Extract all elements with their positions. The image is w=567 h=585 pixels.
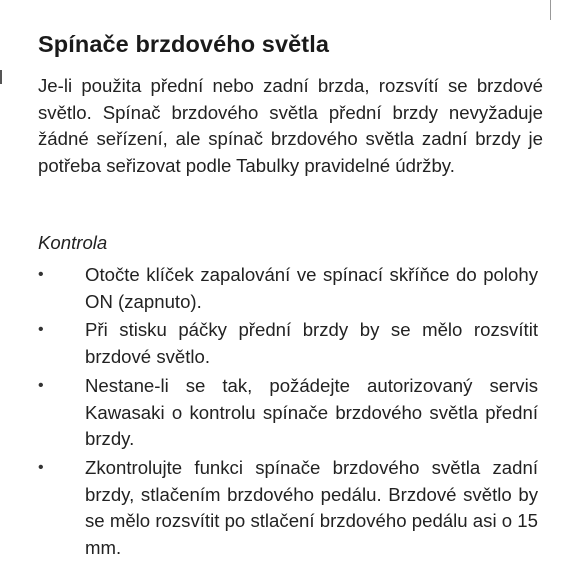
check-list-item [38, 317, 538, 370]
bullet-icon: • [38, 266, 44, 283]
bullet-icon: • [38, 321, 44, 339]
check-list-item [38, 262, 538, 315]
intro-paragraph: Je-li použita přední nebo zadní brzda, rozsvítí se brzdové světlo. Spínač brzdového světla přední brzdy nevyžaduje žádné seřízení, ale spínač brzdového světla zadní brzdy je potřeba seřizovat podle Tabulky pravidelné údržby. [38, 75, 543, 177]
check-list-item [38, 455, 538, 562]
check-item-text: Otočte klíček zapalování ve spínací skříňce do polohy ON (zapnuto). [85, 264, 538, 312]
check-item-text: Nestane-li se tak, požádejte autorizovaný servis Kawasaki o kontrolu spínače brzdového světla přední brzdy. [85, 374, 538, 450]
page-corner-mark [550, 0, 551, 20]
check-list-item [38, 373, 538, 453]
check-item-text: Zkontrolujte funkci spínače brzdového světla zadní brzdy, stlačením brzdového pedálu. Brzdové světlo by se mělo rozsvítit po stlačení brzdového pedálu asi o 15 mm. [85, 456, 538, 559]
section-title: Spínače brzdového světla [38, 31, 330, 57]
page-edge-mark [0, 70, 2, 84]
bullet-icon: • [38, 458, 44, 476]
check-item-text: Při stisku páčky přední brzdy by se mělo rozsvítit brzdové světlo. [85, 319, 538, 368]
bullet-icon: • [38, 376, 44, 394]
check-list [38, 262, 538, 564]
check-heading: Kontrola [38, 232, 108, 253]
